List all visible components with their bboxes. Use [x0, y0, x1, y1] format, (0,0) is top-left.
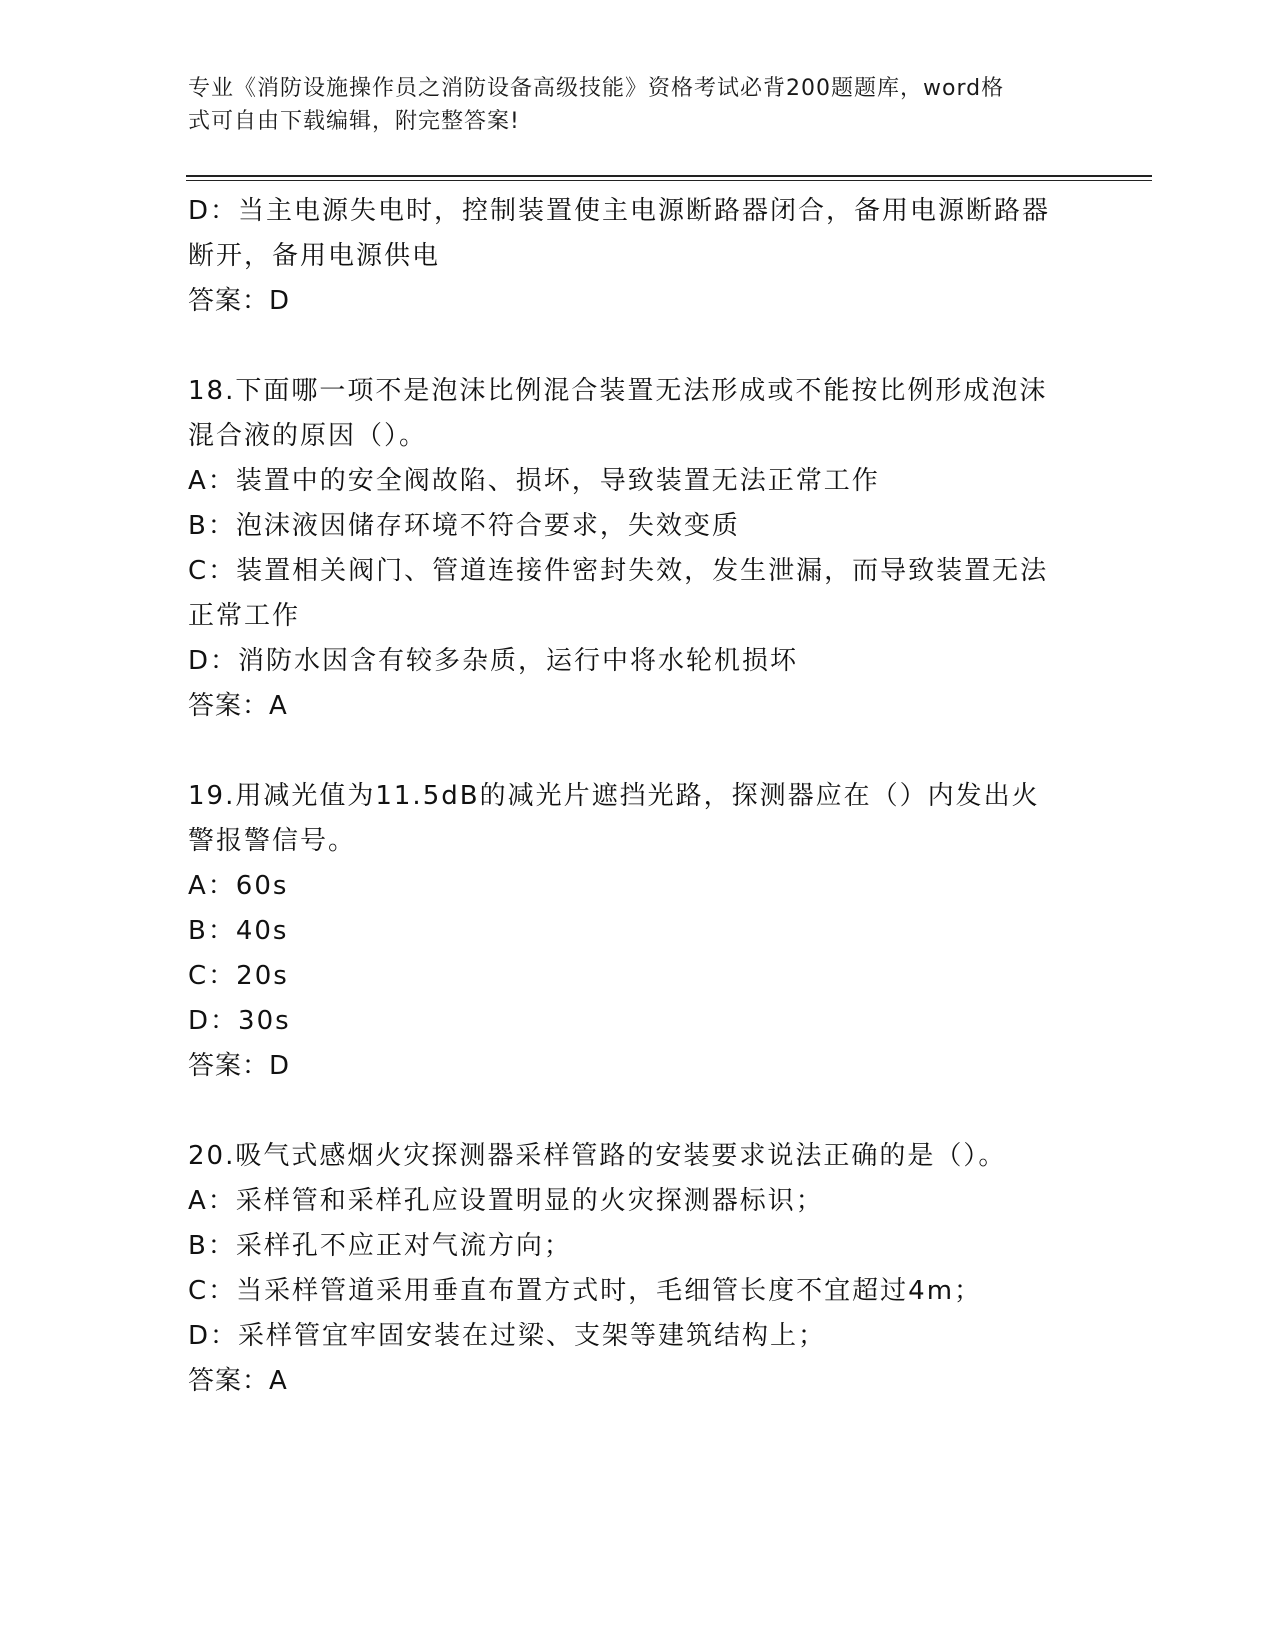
- option-b: B：采样孔不应正对气流方向；: [188, 1231, 572, 1261]
- option-a: A：采样管和采样孔应设置明显的火灾探测器标识；: [188, 1186, 824, 1216]
- answer: 答案：D: [188, 286, 291, 316]
- answer: 答案：A: [188, 691, 288, 721]
- header-line-2: 式可自由下载编辑，附完整答案!: [188, 109, 520, 134]
- option-d-continued: 断开，备用电源供电: [188, 241, 441, 271]
- answer: 答案：A: [188, 1366, 288, 1396]
- question-list: [188, 189, 1088, 1404]
- header-divider-thin: [186, 180, 1152, 181]
- option-c: C：当采样管道采用垂直布置方式时，毛细管长度不宜超过4m；: [188, 1276, 983, 1306]
- question-stem-continued: 混合液的原因（）。: [188, 421, 428, 451]
- option-a: A：装置中的安全阀故陷、损坏，导致装置无法正常工作: [188, 466, 880, 496]
- answer: 答案：D: [188, 1051, 291, 1081]
- header-divider-thick: [186, 175, 1152, 177]
- option-d: D：消防水因含有较多杂质，运行中将水轮机损坏: [188, 646, 799, 676]
- question-stem: 18.下面哪一项不是泡沫比例混合装置无法形成或不能按比例形成泡沫: [188, 376, 1048, 406]
- question-18: [188, 369, 1088, 729]
- header-line-1: 专业《消防设施操作员之消防设备高级技能》资格考试必背200题题库，word格: [188, 76, 1005, 101]
- spacer: [188, 1089, 1088, 1134]
- question-20: [188, 1134, 1088, 1404]
- option-c: C：20s: [188, 961, 289, 991]
- option-b: B：泡沫液因储存环境不符合要求，失效变质: [188, 511, 740, 541]
- option-d: D：当主电源失电时，控制装置使主电源断路器闭合，备用电源断路器: [188, 196, 1051, 226]
- question-17-tail: [188, 189, 1088, 324]
- option-c-continued: 正常工作: [188, 601, 301, 631]
- question-19: [188, 774, 1088, 1089]
- spacer: [188, 324, 1088, 369]
- option-d: D：采样管宜牢固安装在过梁、支架等建筑结构上；: [188, 1321, 827, 1351]
- question-stem: 20.吸气式感烟火灾探测器采样管路的安装要求说法正确的是（）。: [188, 1141, 1007, 1171]
- option-c: C：装置相关阀门、管道连接件密封失效，发生泄漏，而导致装置无法: [188, 556, 1049, 586]
- spacer: [188, 729, 1088, 774]
- page-header: [188, 72, 1088, 138]
- question-stem-continued: 警报警信号。: [188, 826, 357, 856]
- option-a: A：60s: [188, 871, 289, 901]
- option-d: D：30s: [188, 1006, 291, 1036]
- option-b: B：40s: [188, 916, 289, 946]
- question-stem: 19.用减光值为11.5dB的减光片遮挡光路，探测器应在（）内发出火: [188, 781, 1040, 811]
